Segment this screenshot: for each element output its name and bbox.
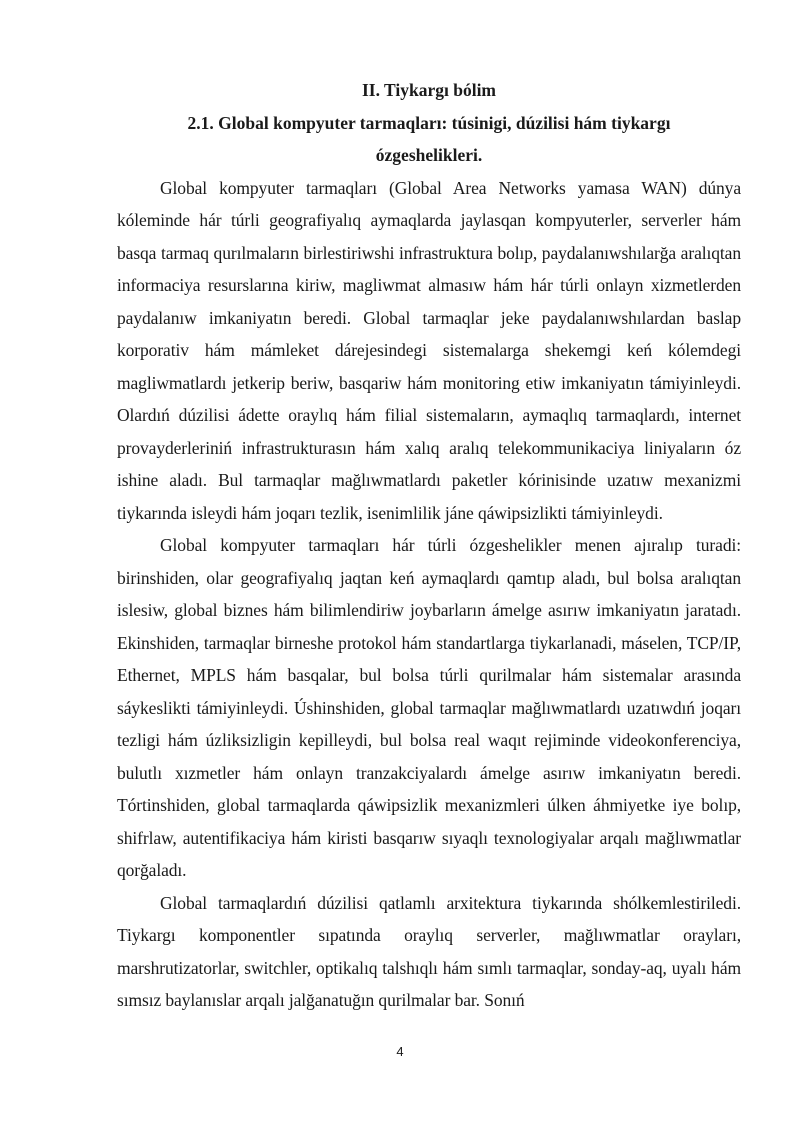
paragraph: Global kompyuter tarmaqları (Global Area Networks yamasa WAN) dúnya kóleminde hár túrli geografiyalıq aymaqlarda jaylasqan kompyuterler, serverler hám basqa tarmaq qurılmaların birlestiriwshi infrastruktura bolıp, paydalanıwshılarğa aralıqtan informaciya resurslarına kiriw, magliwmat almasıw hám hár túrli onlayn xizmetlerden paydalanıw imkaniyatın beredi. Global tarmaqlar jeke paydalanıwshılardan baslap korporativ hám mámleket dárejesindegi sistemalarga shekemgi keń kólemdegi magliwmatlardı jetkerip beriw, basqariw hám monitoring etiw imkaniyatın támiyinleydi. Olardıń dúzilisi ádette oraylıq hám filial sistemaların, aymaqlıq tarmaqlardı, internet provayderleriniń infrastrukturasın hám xalıq aralıq telekommunikaciya liniyaların óz ishine aladı. Bul tarmaqlar mağlıwmatlardı paketler kórinisinde uzatıw mexanizmi tiykarında isleydi hám joqarı tezlik, isenimlilik jáne qáwipsizlikti támiyinleydi. [117, 177, 741, 523]
paragraph: Global tarmaqlardıń dúzilisi qatlamlı arxitektura tiykarında shólkemlestiriledi. Tiykargı komponentler sıpatında oraylıq serverler, mağlıwmatlar orayları, marshrutizatorlar, switchler, optikalıq talshıqlı hám sımlı tarmaqlar, sonday-aq, uyalı hám sımsız baylanıslar arqalı jalğanatuğın qurilmalar bar. Sonıń [117, 892, 741, 1010]
section-title: II. Tiykargı bólim [361, 80, 497, 100]
paragraph: Global kompyuter tarmaqları hár túrli ózgeshelikler menen ajıralıp turadi: birinshiden, olar geografiyalıq jaqtan keń aymaqlardı qamtıp aladı, bul bolsa aralıqtan islesiw, global biznes hám bilimlendiriw joybarların ámelge asırıw imkaniyatın jaratadı. Ekinshiden, tarmaqlar birneshe protokol hám standartlarga tiykarlanadi, máselen, TCP/IP, Ethernet, MPLS hám basqalar, bul bolsa túrli qurilmalar hám sistemalar arasında sáykeslikti támiyinleydi. Úshinshiden, global tarmaqlar mağlıwmatlardı uzatıwdıń joqarı tezligi hám úzliksizligin kepilleydi, bul bolsa real waqıt rejiminde videokonferenciya, bulutlı xızmetler hám onlayn tranzakciyalardı ámelge asırıw imkaniyatın beredi. Tórtinshiden, global tarmaqlarda qáwipsizlik mexanizmleri úlken áhmiyetke iye bolıp, shifrlaw, autentifikaciya hám kiristi basqarıw sıyaqlı texnologiyalar arqalı mağlıwmatlar qorğaladı. [117, 535, 741, 880]
document-page [117, 74, 741, 1017]
subsection-title: 2.1. Global kompyuter tarmaqları: túsinigi, dúzilisi hám tiykargı ózgeshelikleri. [187, 112, 671, 165]
page-number: 4 [396, 1044, 404, 1059]
